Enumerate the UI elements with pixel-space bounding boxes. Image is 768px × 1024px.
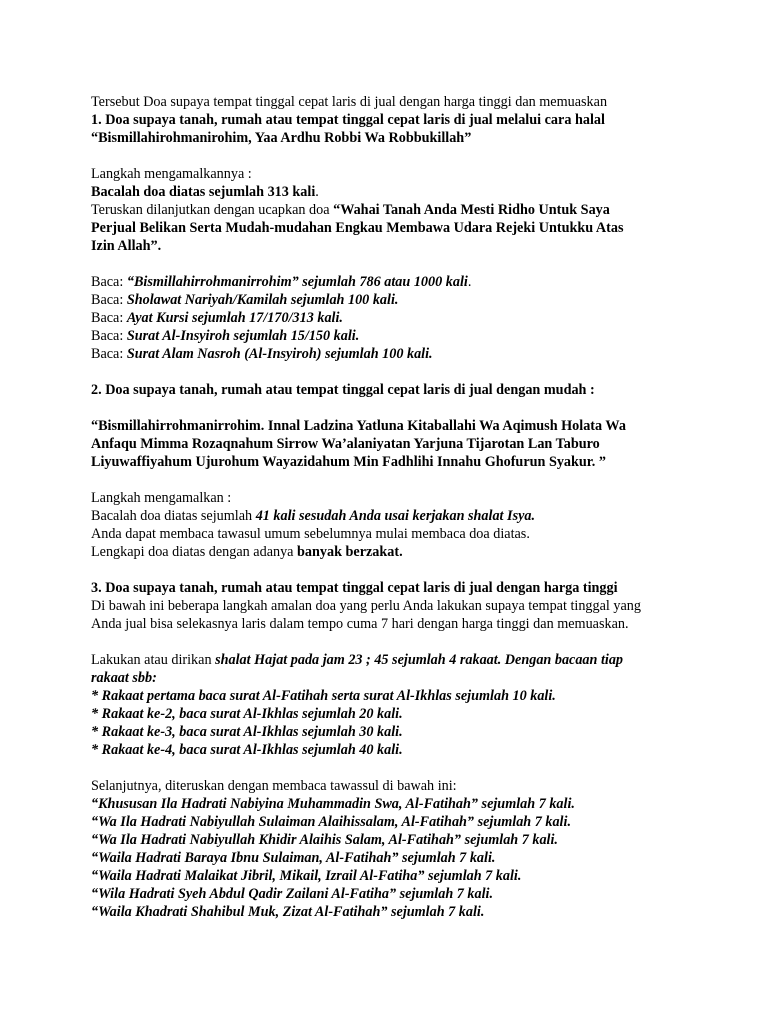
section-3-desc-line-2: Anda jual bisa selekasnya laris dalam tempo cuma 7 hari dengan harga tinggi dan memuaskan. <box>91 616 629 632</box>
section-1-quote: “Bismillahirohmanirohim, Yaa Ardhu Robbi Wa Robbukillah” <box>91 130 472 146</box>
read-prefix: Baca: <box>91 346 127 362</box>
section-1-step-2-line-1 <box>91 201 691 219</box>
spacer <box>91 147 691 165</box>
section-3-shalat-line-2: rakaat sbb: <box>91 670 157 686</box>
section-2-heading: 2. Doa supaya tanah, rumah atau tempat tinggal cepat laris di jual dengan mudah : <box>91 382 595 398</box>
section-1-step-2-end: . <box>157 238 162 254</box>
read-prefix: Baca: <box>91 292 127 308</box>
section-2-step-3-prefix: Lengkapi doa diatas dengan adanya <box>91 544 298 560</box>
section-3-tawassul-intro: Selanjutnya, diteruskan dengan membaca tawassul di bawah ini: <box>91 778 457 794</box>
section-2-quote-line-1: “Bismillahirrohmanirrohim. Innal Ladzina Yatluna Kitaballahi Wa Aqimush Holata Wa <box>91 418 626 434</box>
tawassul-item: “Khususan Ila Hadrati Nabiyina Muhammadin Swa, Al-Fatihah” sejumlah 7 kali. <box>91 796 575 812</box>
spacer <box>91 471 691 489</box>
tawassul-item: “Wa Ila Hadrati Nabiyullah Khidir Alaihis Salam, Al-Fatihah” sejumlah 7 kali. <box>91 832 558 848</box>
read-prefix: Baca: <box>91 310 127 326</box>
read-item <box>91 327 691 345</box>
rakaat-item: * Rakaat ke-3, baca surat Al-Ikhlas sejumlah 30 kali. <box>91 724 403 740</box>
section-3-desc-line-1: Di bawah ini beberapa langkah amalan doa yang perlu Anda lakukan supaya tempat tinggal yang <box>91 598 641 614</box>
read-text: Surat Alam Nasroh (Al-Insyiroh) sejumlah 100 kali. <box>126 346 433 362</box>
section-3-heading: 3. Doa supaya tanah, rumah atau tempat tinggal cepat laris di jual dengan harga tinggi <box>91 580 618 596</box>
tawassul-item: “Waila Hadrati Baraya Ibnu Sulaiman, Al-Fatihah” sejumlah 7 kali. <box>91 850 496 866</box>
section-3-shalat-line-1 <box>91 651 691 669</box>
section-2-step-3-bold: banyak berzakat. <box>297 544 403 560</box>
read-suffix: . <box>467 274 472 290</box>
tawassul-item: “Waila Hadrati Malaikat Jibril, Mikail, Izrail Al-Fatiha” sejumlah 7 kali. <box>91 868 522 884</box>
section-3-shalat-prefix: Lakukan atau dirikan <box>91 652 216 668</box>
section-2-steps-label: Langkah mengamalkan : <box>91 490 232 506</box>
rakaat-item: * Rakaat ke-2, baca surat Al-Ikhlas sejumlah 20 kali. <box>91 706 403 722</box>
document-page <box>91 93 691 921</box>
section-2-step-1 <box>91 507 691 525</box>
section-1-step-2-prefix: Teruskan dilanjutkan dengan ucapkan doa <box>91 202 334 218</box>
section-1-step-1-end: . <box>315 184 319 200</box>
read-text: Surat Al-Insyiroh sejumlah 15/150 kali. <box>126 328 360 344</box>
read-item <box>91 345 691 363</box>
read-item <box>91 273 691 291</box>
read-text: Sholawat Nariyah/Kamilah sejumlah 100 kali. <box>126 292 399 308</box>
spacer <box>91 399 691 417</box>
spacer <box>91 633 691 651</box>
tawassul-item: “Wa Ila Hadrati Nabiyullah Sulaiman Alaihissalam, Al-Fatihah” sejumlah 7 kali. <box>91 814 571 830</box>
section-1-heading: 1. Doa supaya tanah, rumah atau tempat tinggal cepat laris di jual melalui cara halal <box>91 112 605 128</box>
section-3-shalat-text: shalat Hajat pada jam 23 ; 45 sejumlah 4 rakaat. Dengan bacaan tiap <box>215 652 624 668</box>
spacer <box>91 255 691 273</box>
section-2-step-2: Anda dapat membaca tawasul umum sebelumnya mulai membaca doa diatas. <box>91 526 530 542</box>
section-2-quote-line-3: Liyuwaffiyahum Ujurohum Wayazidahum Min Fadhlihi Innahu Ghofurun Syakur. ” <box>91 454 606 470</box>
section-1-step-2-line-3 <box>91 237 691 255</box>
spacer <box>91 561 691 579</box>
intro-line: Tersebut Doa supaya tempat tinggal cepat laris di jual dengan harga tinggi dan memuaskan <box>91 94 608 110</box>
section-2-step-1-italic: 41 kali sesudah Anda usai kerjakan shalat Isya. <box>255 508 536 524</box>
section-1-step-2-line-2: Perjual Belikan Serta Mudah-mudahan Engkau Membawa Udara Rejeki Untukku Atas <box>91 220 624 236</box>
section-2-quote-line-2: Anfaqu Mimma Rozaqnahum Sirrow Wa’alaniyatan Yarjuna Tijarotan Lan Taburo <box>91 436 600 452</box>
spacer <box>91 759 691 777</box>
read-text: Ayat Kursi sejumlah 17/170/313 kali. <box>126 310 343 326</box>
tawassul-item: “Waila Khadrati Shahibul Muk, Zizat Al-Fatihah” sejumlah 7 kali. <box>91 904 485 920</box>
section-1-step-2-quote-1: “Wahai Tanah Anda Mesti Ridho Untuk Saya <box>333 202 610 218</box>
section-1-step-1-bold: Bacalah doa diatas sejumlah 313 kali <box>91 184 316 200</box>
rakaat-item: * Rakaat ke-4, baca surat Al-Ikhlas sejumlah 40 kali. <box>91 742 403 758</box>
read-prefix: Baca: <box>91 328 127 344</box>
section-1-step-1 <box>91 183 691 201</box>
read-item <box>91 291 691 309</box>
tawassul-item: “Wila Hadrati Syeh Abdul Qadir Zailani Al-Fatiha” sejumlah 7 kali. <box>91 886 494 902</box>
section-2-step-3 <box>91 543 691 561</box>
section-1-steps-label: Langkah mengamalkannya : <box>91 166 252 182</box>
read-text: “Bismillahirrohmanirrohim” sejumlah 786 atau 1000 kali <box>126 274 468 290</box>
read-prefix: Baca: <box>91 274 127 290</box>
rakaat-item: * Rakaat pertama baca surat Al-Fatihah serta surat Al-Ikhlas sejumlah 10 kali. <box>91 688 556 704</box>
spacer <box>91 363 691 381</box>
section-2-step-1-prefix: Bacalah doa diatas sejumlah <box>91 508 256 524</box>
section-1-step-2-quote-3: Izin Allah” <box>91 238 158 254</box>
read-item <box>91 309 691 327</box>
